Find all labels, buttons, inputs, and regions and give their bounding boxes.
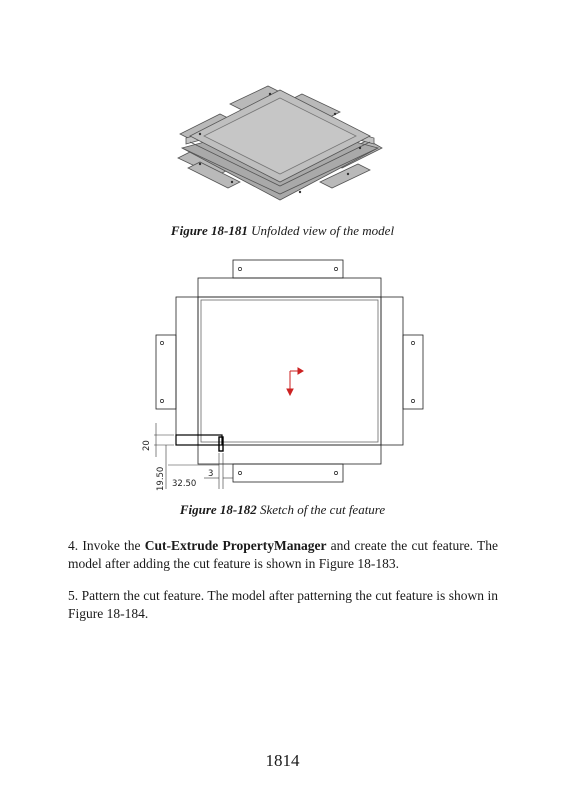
- dimension-19-50-label: 19.50: [156, 466, 166, 491]
- step-number: 4.: [68, 538, 79, 553]
- step-4-paragraph: [68, 537, 498, 572]
- dimension-20-label: 20: [142, 440, 152, 451]
- figure-number: Figure 18-182: [179, 502, 257, 517]
- figure-caption-18-182: [0, 502, 565, 518]
- step-number: 5.: [68, 588, 79, 603]
- dimension-32-50-label: 32.50: [172, 479, 197, 489]
- figure-number: Figure 18-181: [170, 223, 248, 238]
- page-number: 1814: [265, 751, 300, 770]
- figure-caption-text: Sketch of the cut feature: [260, 502, 386, 517]
- step-text: Pattern the cut feature. The model after patterning the cut feature is shown in Figure 18-184.: [68, 588, 498, 621]
- figure-caption-text: Unfolded view of the model: [251, 223, 395, 238]
- step-bold-term: Cut-Extrude PropertyManager: [144, 538, 327, 553]
- step-text-after: and create the cut feature. The model after adding the cut feature is shown in Figure 18-183.: [68, 538, 499, 571]
- step-text-before: Invoke the: [82, 538, 141, 553]
- cut-feature-sketch-figure: [140, 257, 425, 495]
- unfolded-view-figure: [170, 82, 390, 204]
- step-5-paragraph: [68, 587, 498, 622]
- figure-caption-18-181: [0, 223, 565, 239]
- dimension-3-label: 3: [208, 469, 214, 479]
